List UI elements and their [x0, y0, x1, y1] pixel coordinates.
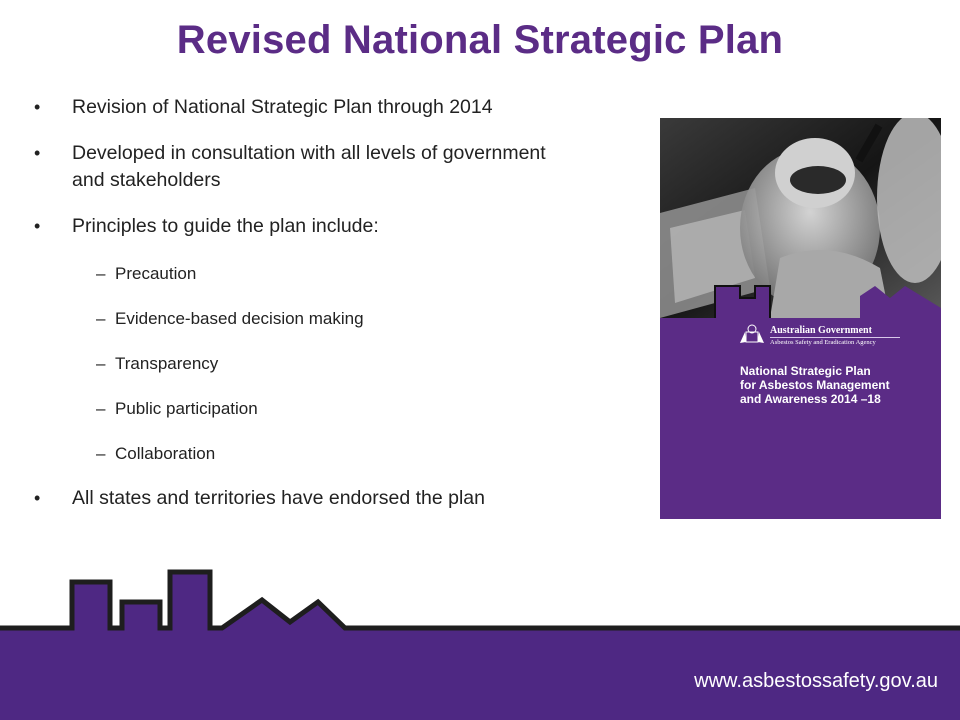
footer-skyline-banner — [0, 560, 960, 720]
bullet-text: Revision of National Strategic Plan through 2014 — [72, 96, 493, 118]
footer-purple-band — [0, 572, 960, 720]
cover-text-panel — [660, 318, 941, 519]
principle-item — [34, 308, 634, 330]
principle-text: Transparency — [115, 354, 219, 373]
principle-item — [34, 353, 634, 375]
cover-title-line: for Asbestos Management — [740, 378, 890, 392]
bullet-text: Principles to guide the plan include: — [72, 215, 379, 237]
cover-title-line: National Strategic Plan — [740, 364, 871, 378]
principle-text: Precaution — [115, 264, 197, 283]
government-name: Australian Government — [770, 325, 872, 336]
principle-item — [34, 398, 634, 420]
slide-title: Revised National Strategic Plan — [176, 18, 784, 62]
divider — [770, 337, 900, 338]
cover-title-line: and Awareness 2014 –18 — [740, 392, 881, 406]
bullet-item — [34, 213, 634, 240]
principle-item — [34, 443, 634, 465]
bullet-dot-icon: • — [34, 216, 41, 236]
dash-icon: – — [96, 444, 106, 463]
bullet-item — [34, 485, 634, 512]
cover-photo — [660, 118, 941, 318]
bullet-item — [34, 140, 564, 194]
coat-of-arms-icon — [738, 323, 766, 347]
report-cover-image — [660, 118, 941, 519]
principle-text: Collaboration — [115, 444, 216, 463]
dash-icon: – — [96, 264, 106, 283]
bullet-item — [34, 94, 634, 121]
cover-title — [740, 364, 940, 406]
principle-item — [34, 263, 634, 285]
dash-icon: – — [96, 309, 106, 328]
bullet-dot-icon: • — [34, 143, 41, 163]
principle-text: Evidence-based decision making — [115, 309, 364, 328]
principle-text: Public participation — [115, 399, 258, 418]
bullet-text: All states and territories have endorsed the plan — [72, 487, 485, 509]
bullet-list — [34, 94, 634, 531]
footer-website-link[interactable]: www.asbestossafety.gov.au — [694, 670, 938, 692]
dash-icon: – — [96, 399, 106, 418]
bullet-dot-icon: • — [34, 97, 41, 117]
agency-name: Asbestos Safety and Eradication Agency — [770, 339, 876, 346]
dash-icon: – — [96, 354, 106, 373]
bullet-dot-icon: • — [34, 488, 41, 508]
bullet-text: Developed in consultation with all levels of government and stakeholders — [72, 142, 546, 191]
